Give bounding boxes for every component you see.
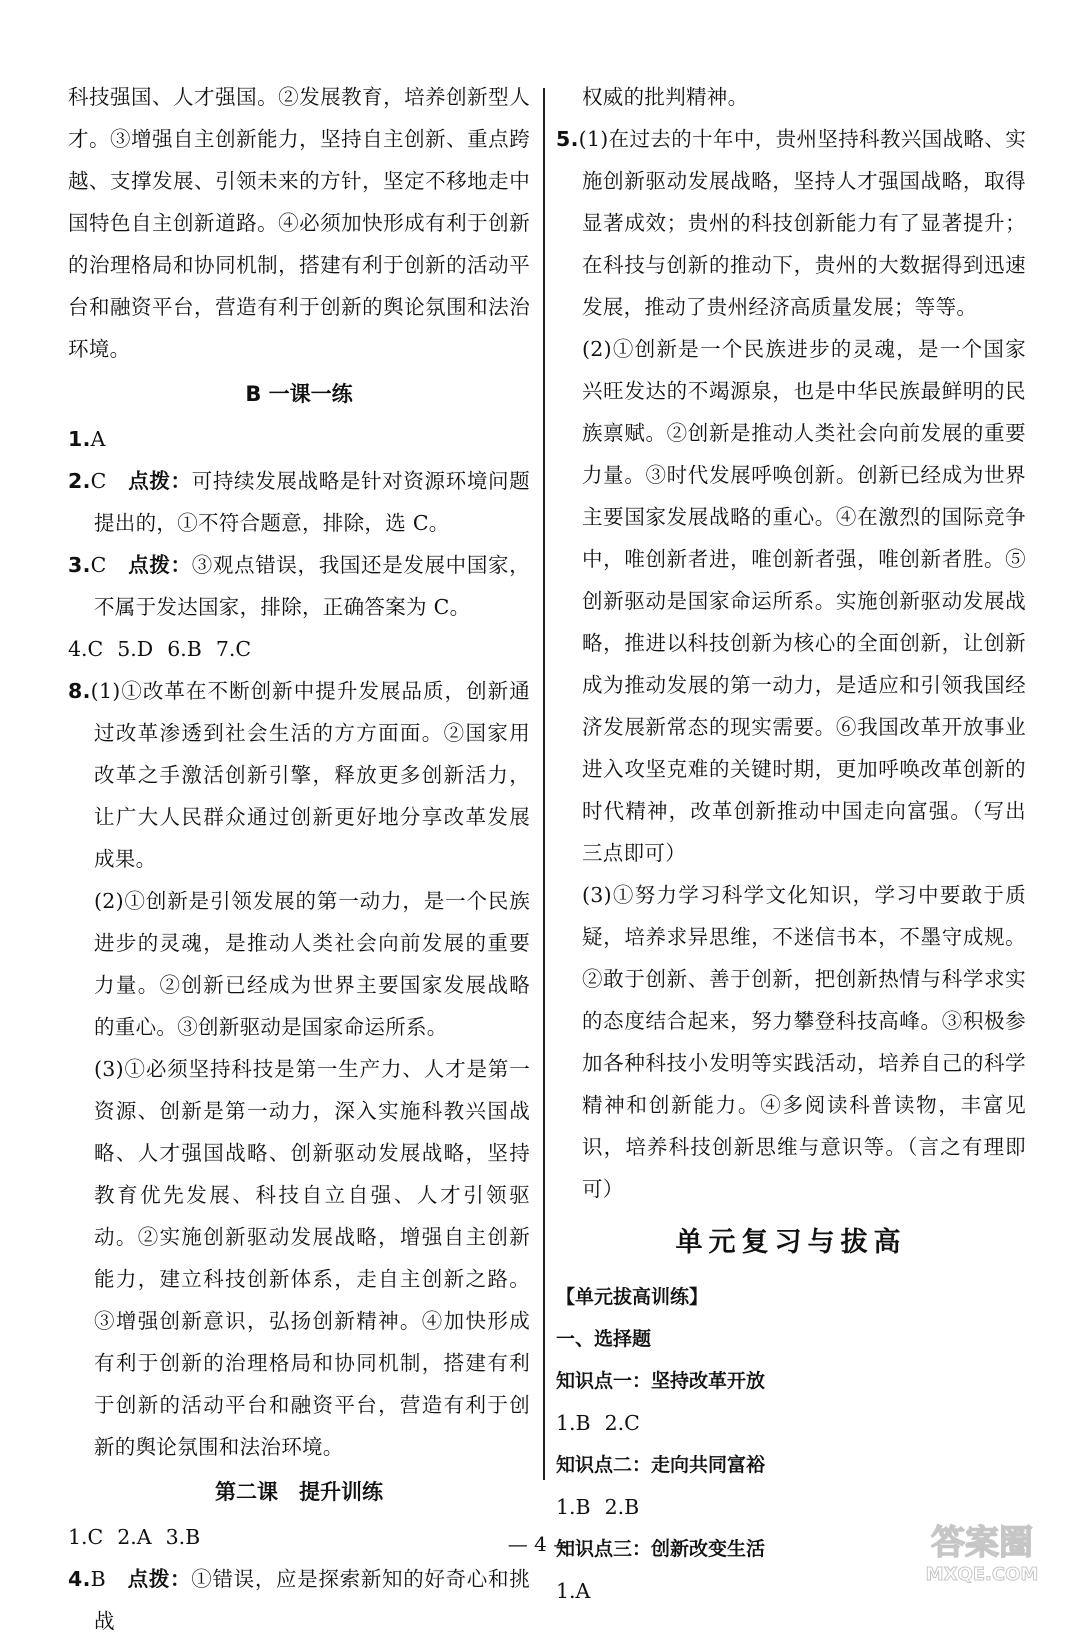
- q-number: 8.: [68, 679, 91, 703]
- answer-item: 7.C: [215, 637, 252, 661]
- answer-text: (1)在过去的十年中，贵州坚持科教兴国战略、实施创新驱动发展战略，坚持人才强国战略，取得显著成效；贵州的科技创新能力有了显著提升；在科技与创新的推动下，贵州的大数据得到迅速发展，推动了贵州经济高质量发展；等等。: [578, 127, 1026, 319]
- answer: A: [90, 427, 106, 451]
- lesson2-answer-q4: [68, 1558, 530, 1642]
- answer-q8-part2: (2)①创新是引领发展的第一动力，是一个民族进步的灵魂，是推动人类社会向前发展的重要力量。②创新已经成为世界主要国家发展战略的重心。③创新驱动是国家命运所系。: [94, 889, 530, 1039]
- answer-item: 1.A: [556, 1579, 591, 1603]
- q-number: 5.: [556, 127, 579, 151]
- answer-item: 1.B: [556, 1495, 591, 1519]
- lesson2-heading: 第二课 提升训练: [215, 1480, 383, 1504]
- page-number: — 4 —: [507, 1532, 574, 1556]
- kp1-answers: [556, 1402, 1026, 1444]
- hint-text: 可持续发展战略是针对资源环境问题提出的，①不符合题意，排除，选 C。: [94, 469, 530, 535]
- answer-q5-part2: (2)①创新是一个民族进步的灵魂，是一个国家兴旺发达的不竭源泉，也是中华民族最鲜明的民族禀赋。②创新是推动人类社会向前发展的重要力量。③时代发展呼唤创新。创新已经成为世界主要国家发展战略的重心。④在激烈的国际竞争中，唯创新者进，唯创新者强，唯创新者胜。⑤创新驱动是国家命运所系。实施创新驱动发展战略，推进以科技创新为核心的全面创新，让创新成为推动发展的第一动力，是适应和引领我国经济发展新常态的现实需要。⑥我国改革开放事业进入攻坚克难的关键时期，更加呼唤改革创新的时代精神，改革创新推动中国走向富强。（写出三点即可）: [582, 337, 1026, 865]
- answer-item: 4.C: [68, 637, 104, 661]
- watermark-url: MXQE.COM: [925, 1564, 1039, 1585]
- right-column: [556, 76, 1026, 1612]
- answer-continuation: 权威的批判精神。: [582, 85, 749, 109]
- left-column: [68, 76, 530, 1642]
- answer-q1: [68, 418, 530, 460]
- answer-item: 3.B: [165, 1525, 201, 1549]
- hint-keyword: 点拨：: [127, 1567, 192, 1591]
- answer-item: 2.C: [604, 1411, 640, 1435]
- q-number: 2.: [68, 469, 91, 493]
- knowledge-point-1: 知识点一：坚持改革开放: [556, 1370, 766, 1392]
- answer-q8-part1: [68, 670, 530, 880]
- column-divider: [543, 88, 545, 1480]
- answer-item: 6.B: [167, 637, 202, 661]
- answer-q5-part1: [556, 118, 1026, 328]
- answer: C: [90, 469, 107, 493]
- answer-q5-part3: (3)①努力学习科学文化知识，学习中要敢于质疑，培养求异思维，不迷信书本，不墨守成规。②敢于创新、善于创新，把创新热情与科学求实的态度结合起来，努力攀登科技高峰。③积极参加各种科技小发明等实践活动，培养自己的科学精神和创新能力。④多阅读科普读物，丰富见识，培养科技创新思维与意识等。（言之有理即可）: [582, 883, 1026, 1201]
- hint-text: ①错误，应是探索新知的好奇心和挑战: [94, 1567, 530, 1633]
- watermark-title: 答案圈: [931, 1523, 1033, 1563]
- answer-continuation: 科技强国、人才强国。②发展教育，培养创新型人才。③增强自主创新能力，坚持自主创新、重点跨越、支撑发展、引领未来的方针，坚定不移地走中国特色自主创新道路。④必须加快形成有利于创新的治理格局和协同机制，搭建有利于创新的活动平台和融资平台，营造有利于创新的舆论氛围和法治环境。: [68, 85, 530, 361]
- answer-item: 5.D: [117, 637, 154, 661]
- answer-q2: [68, 460, 530, 544]
- choice-label: 一、选择题: [556, 1328, 652, 1350]
- training-label: 【单元拔高训练】: [556, 1286, 709, 1308]
- q-number: 4.: [68, 1567, 91, 1591]
- hint-text: ③观点错误，我国还是发展中国家，不属于发达国家，排除，正确答案为 C。: [94, 553, 530, 619]
- answer-item: 2.B: [604, 1495, 640, 1519]
- answer-item: 1.B: [556, 1411, 591, 1435]
- answer: B: [90, 1567, 107, 1591]
- q-number: 3.: [68, 553, 91, 577]
- answer-text: (1)①改革在不断创新中提升发展品质，创新通过改革渗透到社会生活的方方面面。②国家用改革之手激活创新引擎，释放更多创新活力，让广大人民群众通过创新更好地分享改革发展成果。: [90, 679, 530, 871]
- answer-q8-part3: (3)①必须坚持科技是第一生产力、人才是第一资源、创新是第一动力，深入实施科教兴国战略、人才强国战略、创新驱动发展战略，坚持教育优先发展、科技自立自强、人才引领驱动。②实施创新驱动发展战略，增强自主创新能力，建立科技创新体系，走自主创新之路。③增强创新意识，弘扬创新精神。④加快形成有利于创新的治理格局和协同机制，搭建有利于创新的活动平台和融资平台，营造有利于创新的舆论氛围和法治环境。: [94, 1057, 530, 1459]
- answer-q3: [68, 544, 530, 628]
- answer-item: 1.C: [68, 1525, 104, 1549]
- knowledge-point-3: 知识点三：创新改变生活: [556, 1538, 766, 1560]
- hint-keyword: 点拨：: [128, 553, 192, 577]
- knowledge-point-2: 知识点二：走向共同富裕: [556, 1454, 766, 1476]
- hint-keyword: 点拨：: [128, 469, 192, 493]
- answer: C: [90, 553, 107, 577]
- watermark-logo: [897, 1514, 1067, 1586]
- answer-item: 2.A: [117, 1525, 152, 1549]
- unit-review-heading: 单元复习与拔高: [675, 1227, 907, 1258]
- answer-q4-7: [68, 628, 530, 670]
- q-number: 1.: [68, 427, 91, 451]
- section-b-heading: B 一课一练: [245, 382, 353, 406]
